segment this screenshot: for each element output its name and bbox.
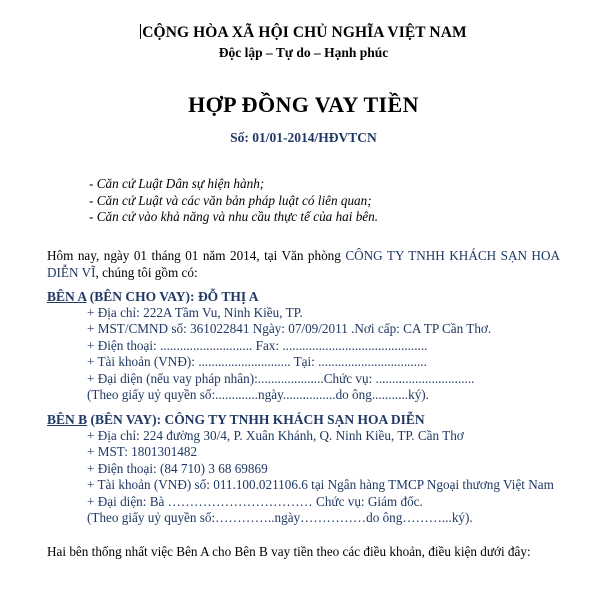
national-heading-line1-text: CỘNG HÒA XÃ HỘI CHỦ NGHĨA VIỆT NAM xyxy=(142,24,467,41)
party-a-representative: + Đại diện (nếu vay pháp nhân):....................Chức vụ: .............................. xyxy=(87,370,475,386)
party-b-name: CÔNG TY TNHH KHÁCH SẠN HOA DIỄN xyxy=(164,411,425,427)
party-a-name: ĐỖ THỊ A xyxy=(197,288,259,304)
legal-basis-list xyxy=(47,176,560,226)
party-a-label: BÊN A xyxy=(47,288,87,304)
document-number: Số: 01/01-2014/HĐVTCN xyxy=(230,130,377,145)
legal-basis-item: - Căn cứ Luật Dân sự hiện hành; xyxy=(89,176,265,191)
national-heading-line2: Độc lập – Tự do – Hạnh phúc xyxy=(218,45,389,60)
party-b-role: (BÊN VAY): xyxy=(87,411,165,427)
party-a-heading xyxy=(47,288,560,305)
party-b-representative: + Đại diện: Bà …………………………… Chức vụ: Giám đốc. xyxy=(87,493,423,509)
party-a-role: (BÊN CHO VAY): xyxy=(86,288,198,304)
intro-suffix: , chúng tôi gồm có: xyxy=(95,264,198,280)
party-a-address: + Địa chỉ: 222A Tầm Vu, Ninh Kiều, TP. xyxy=(87,304,303,320)
intro-paragraph xyxy=(47,247,560,281)
legal-basis-item: - Căn cứ Luật và các văn bản pháp luật có liên quan; xyxy=(89,192,372,208)
national-heading xyxy=(47,24,560,61)
closing-paragraph: Hai bên thống nhất việc Bên A cho Bên B vay tiền theo các điều khoản, điều kiện dưới đây: xyxy=(47,543,531,559)
party-b-heading xyxy=(47,411,560,428)
party-a-phone-fax: + Điện thoại: ............................ Fax: ............................................ xyxy=(87,337,428,353)
legal-basis-item: - Căn cứ vào khả năng và nhu cầu thực tế của hai bên. xyxy=(89,209,379,224)
party-b-mst: + MST: 1801301482 xyxy=(87,444,198,459)
document-title: HỢP ĐỒNG VAY TIỀN xyxy=(188,92,419,117)
party-b-label: BÊN B xyxy=(47,411,88,427)
party-b-authorization: (Theo giấy uỷ quyền số:…………..ngày……………do ông………...ký). xyxy=(87,510,473,525)
party-b-address: + Địa chỉ: 224 đường 30/4, P. Xuân Khánh, Q. Ninh Kiều, TP. Cần Thơ xyxy=(87,427,464,443)
party-b-phone: + Điện thoại: (84 710) 3 68 69869 xyxy=(87,460,268,476)
national-heading-line1 xyxy=(140,24,467,42)
intro-company-name: CÔNG TY TNHH KHÁCH SẠN HOA DIỄN VĨ xyxy=(47,247,561,280)
party-a-authorization: (Theo giấy uỷ quyền số:.............ngày................do ông...........ký). xyxy=(87,387,429,402)
party-b-bank-account: + Tài khoản (VNĐ) số: 011.100.021106.6 tại Ngân hàng TMCP Ngoại thương Việt Nam xyxy=(87,477,554,492)
party-a-bank-account: + Tài khoản (VNĐ): ............................ Tại: ................................. xyxy=(87,354,427,369)
party-a-id: + MST/CMND số: 361022841 Ngày: 07/09/2011 .Nơi cấp: CA TP Cần Thơ. xyxy=(87,321,492,336)
intro-prefix: Hôm nay, ngày 01 tháng 01 năm 2014, tại Văn phòng xyxy=(47,247,346,263)
